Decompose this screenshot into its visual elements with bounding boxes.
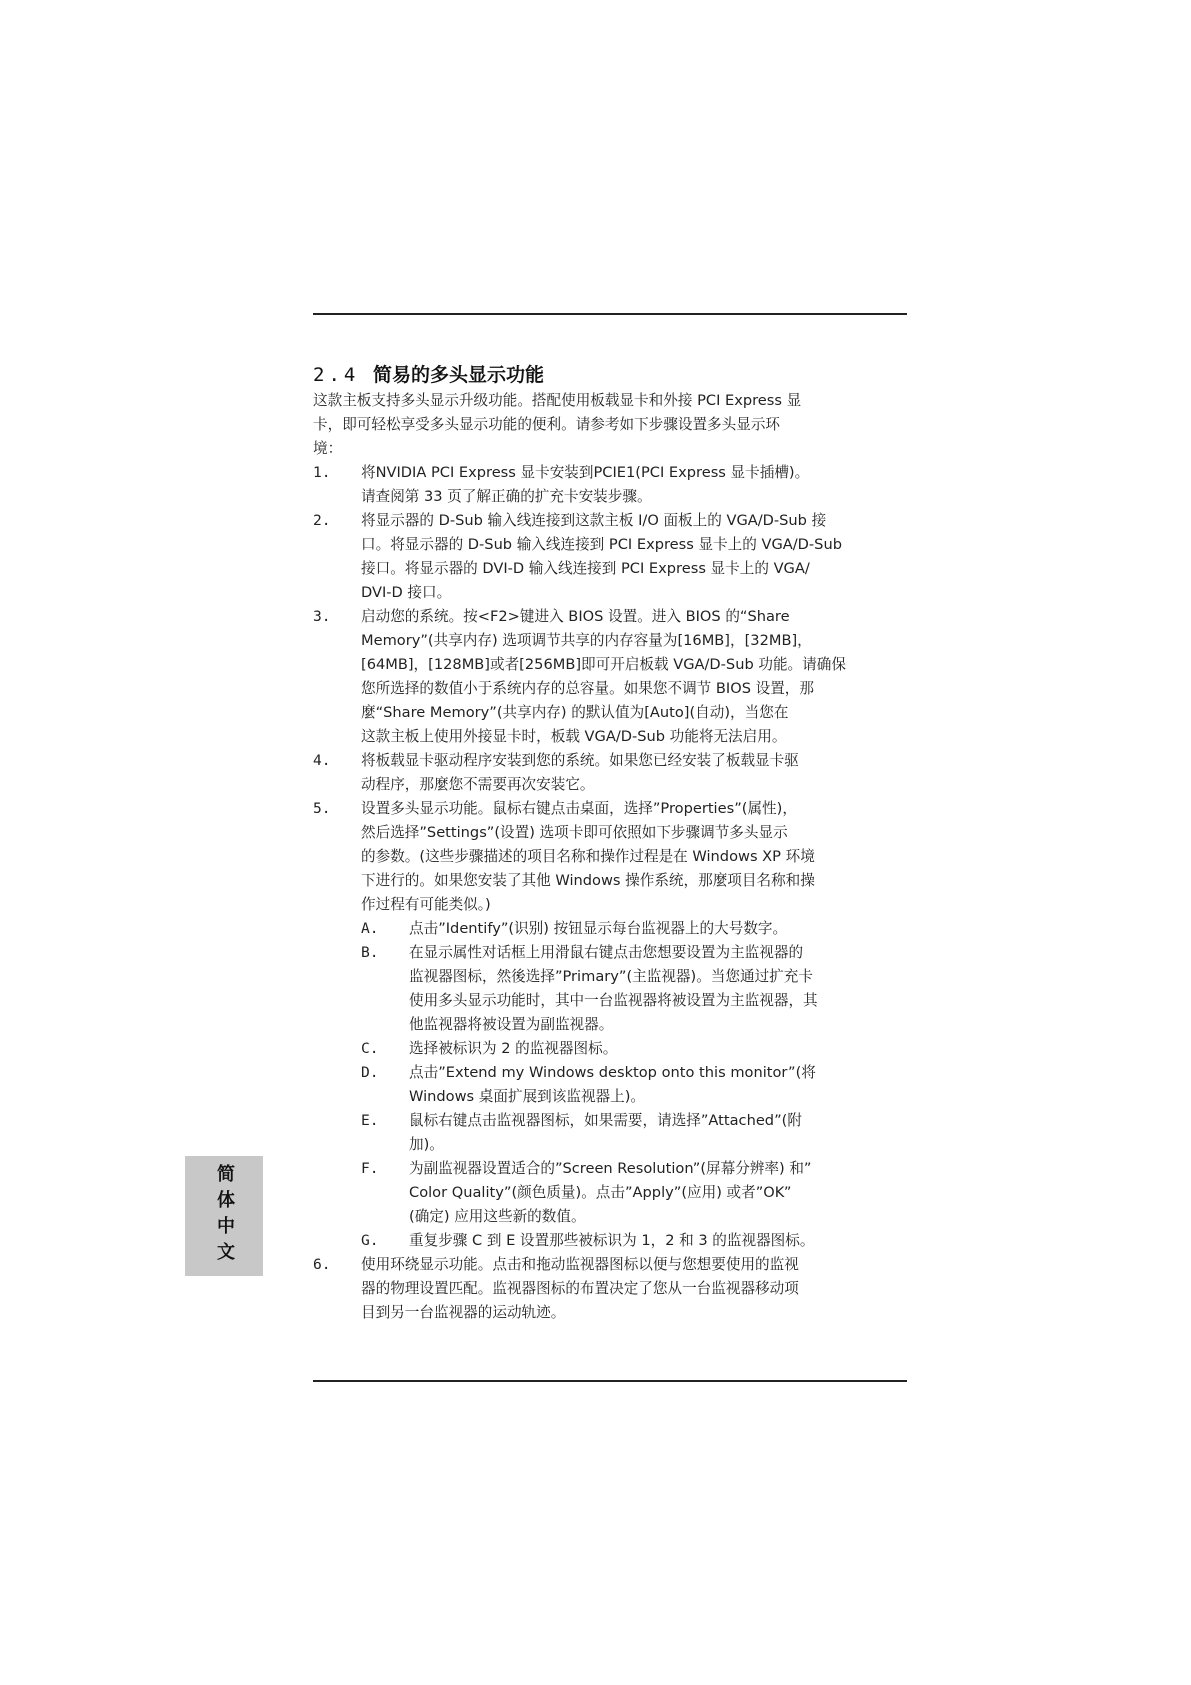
footer-rule	[313, 1380, 907, 1382]
substep-line: 监视器图标，然後选择”Primary”(主监视器)。当您通过扩充卡	[409, 968, 813, 985]
step-number: 1.	[313, 464, 331, 481]
substep-a	[361, 917, 913, 941]
substep-line: Color Quality”(颜色质量)。点击”Apply”(应用) 或者”OK”	[409, 1184, 792, 1201]
substep-line: Windows 桌面扩展到该监视器上)。	[409, 1088, 646, 1105]
intro-line: 这款主板支持多头显示升级功能。搭配使用板载显卡和外接 PCI Express 显	[313, 392, 802, 409]
substep-label: A.	[361, 920, 379, 937]
substep-line: 点击”Identify”(识别) 按钮显示每台监视器上的大号数字。	[409, 920, 788, 937]
step-line: 麼“Share Memory”(共享内存) 的默认值为[Auto](自动)，当您在	[361, 704, 789, 721]
substep-line: 使用多头显示功能时，其中一台监视器将被设置为主监视器，其	[409, 992, 818, 1009]
step-line: 动程序，那麼您不需要再次安装它。	[361, 776, 595, 793]
document-body	[313, 389, 913, 1325]
intro-paragraph	[313, 389, 913, 461]
step-4	[313, 749, 913, 797]
step-number: 2.	[313, 512, 331, 529]
substep-line: 鼠标右键点击监视器图标，如果需要，请选择”Attached”(附	[409, 1112, 802, 1129]
step-line: 目到另一台监视器的运动轨迹。	[361, 1304, 566, 1321]
substep-e	[361, 1109, 913, 1157]
section-number: 2.4	[313, 364, 360, 386]
step-line: Memory”(共享内存) 选项调节共享的内存容量为[16MB]，[32MB]，	[361, 632, 812, 649]
step-line: 将NVIDIA PCI Express 显卡安装到PCIE1(PCI Express 显卡插槽)。	[361, 464, 810, 481]
language-tab-label: 简体中文	[214, 1164, 235, 1268]
substep-label: G.	[361, 1232, 379, 1249]
step-line: 将显示器的 D-Sub 输入线连接到这款主板 I/O 面板上的 VGA/D-Sub 接	[361, 512, 827, 529]
step-line: 口。将显示器的 D-Sub 输入线连接到 PCI Express 显卡上的 VGA/D-Sub	[361, 536, 842, 553]
substep-line: 在显示属性对话框上用滑鼠右键点击您想要设置为主监视器的	[409, 944, 804, 961]
substep-label: B.	[361, 944, 379, 961]
substep-g	[361, 1229, 913, 1253]
substep-line: 选择被标识为 2 的监视器图标。	[409, 1040, 618, 1057]
step-line: 作过程有可能类似。)	[361, 896, 491, 913]
step-line: [64MB]，[128MB]或者[256MB]即可开启板载 VGA/D-Sub 功能。请确保	[361, 656, 846, 673]
step-6	[313, 1253, 913, 1325]
step-line: 您所选择的数值小于系统内存的总容量。如果您不调节 BIOS 设置，那	[361, 680, 814, 697]
intro-line: 境：	[313, 440, 343, 457]
section-heading	[313, 360, 544, 387]
language-tab	[185, 1156, 263, 1276]
substep-line: 为副监视器设置适合的”Screen Resolution”(屏幕分辨率) 和”	[409, 1160, 812, 1177]
step-line: 使用环绕显示功能。点击和拖动监视器图标以便与您想要使用的监视	[361, 1256, 799, 1273]
step-line: 然后选择”Settings”(设置) 选项卡即可依照如下步骤调节多头显示	[361, 824, 788, 841]
substep-label: E.	[361, 1112, 379, 1129]
step-3	[313, 605, 913, 749]
substep-label: C.	[361, 1040, 379, 1057]
intro-line: 卡，即可轻松享受多头显示功能的便利。请参考如下步骤设置多头显示环	[313, 416, 781, 433]
substep-line: 重复步骤 C 到 E 设置那些被标识为 1，2 和 3 的监视器图标。	[409, 1232, 815, 1249]
substep-c	[361, 1037, 913, 1061]
step-line: DVI-D 接口。	[361, 584, 452, 601]
step-2	[313, 509, 913, 605]
substep-line: 点击”Extend my Windows desktop onto this monitor”(将	[409, 1064, 816, 1081]
step-number: 5.	[313, 800, 331, 817]
step-1	[313, 461, 913, 509]
step-line: 这款主板上使用外接显卡时，板载 VGA/D-Sub 功能将无法启用。	[361, 728, 787, 745]
step-line: 下进行的。如果您安装了其他 Windows 操作系统，那麼项目名称和操	[361, 872, 815, 889]
substep-b	[361, 941, 913, 1037]
step-number: 6.	[313, 1256, 331, 1273]
step-line: 将板载显卡驱动程序安装到您的系统。如果您已经安装了板载显卡驱	[361, 752, 799, 769]
substep-f	[361, 1157, 913, 1229]
header-rule	[313, 313, 907, 315]
section-title: 简易的多头显示功能	[373, 364, 545, 386]
step-line: 器的物理设置匹配。监视器图标的布置决定了您从一台监视器移动项	[361, 1280, 799, 1297]
substep-line: 他监视器将被设置为副监视器。	[409, 1016, 614, 1033]
substep-d	[361, 1061, 913, 1109]
substep-line: (确定) 应用这些新的数值。	[409, 1208, 586, 1225]
step-5	[313, 797, 913, 1253]
step-line: 接口。将显示器的 DVI-D 输入线连接到 PCI Express 显卡上的 VGA/	[361, 560, 810, 577]
substep-line: 加)。	[409, 1136, 444, 1153]
step-number: 4.	[313, 752, 331, 769]
step-line: 启动您的系统。按<F2>键进入 BIOS 设置。进入 BIOS 的“Share	[361, 608, 790, 625]
step-line: 的参数。(这些步骤描述的项目名称和操作过程是在 Windows XP 环境	[361, 848, 815, 865]
step-line: 设置多头显示功能。鼠标右键点击桌面，选择”Properties”(属性)，	[361, 800, 797, 817]
step-number: 3.	[313, 608, 331, 625]
step-line: 请查阅第 33 页了解正确的扩充卡安装步骤。	[361, 488, 652, 505]
substep-label: D.	[361, 1064, 379, 1081]
substep-label: F.	[361, 1160, 379, 1177]
